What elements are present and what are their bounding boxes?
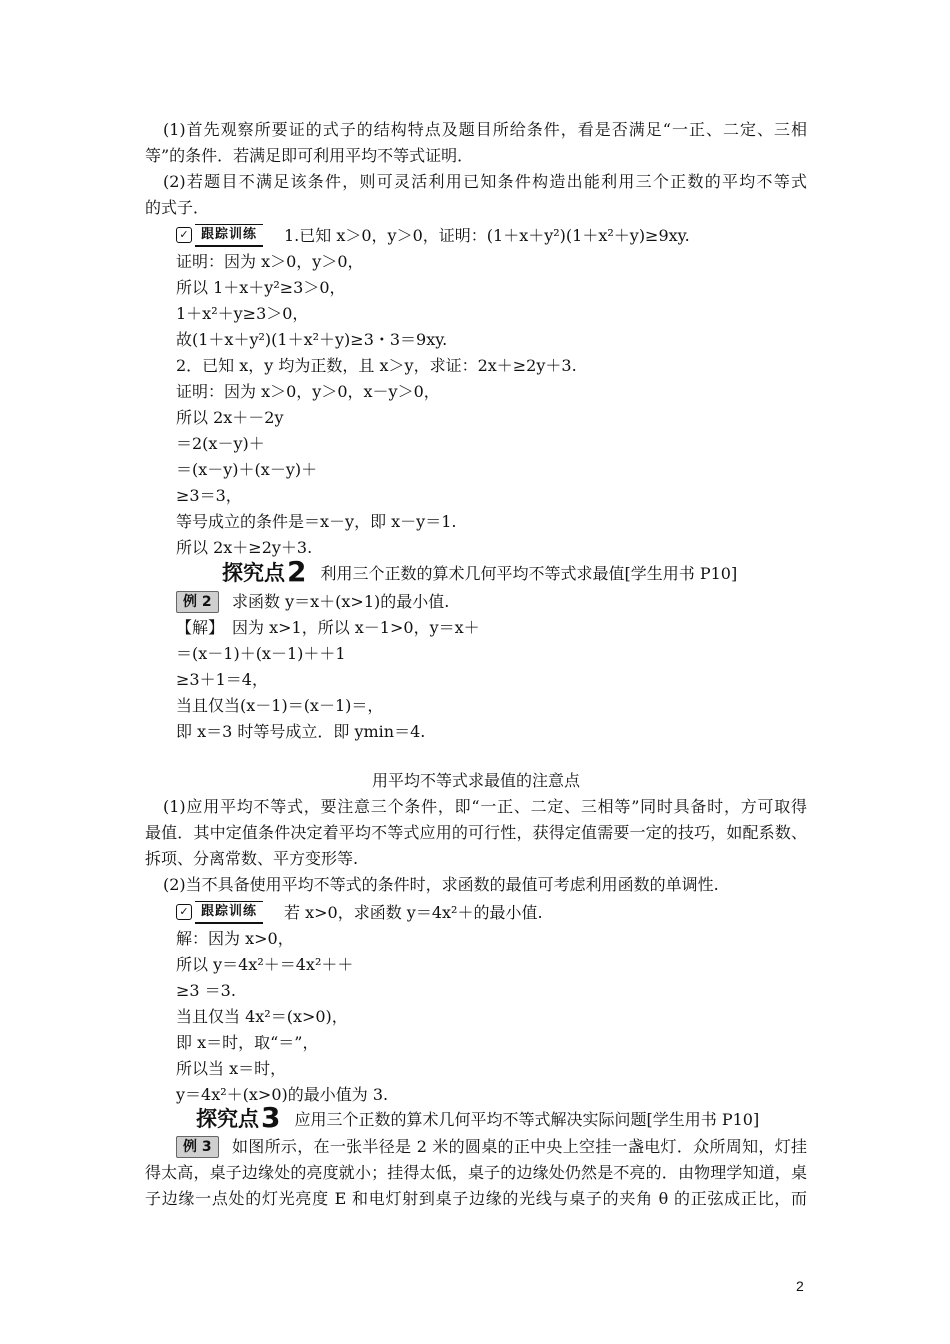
- training-1-proof-line: ＝2(x－y)＋: [176, 434, 265, 453]
- method-note-1-line-1: (1)首先观察所要证的式子的结构特点及题目所给条件，看是否满足“一正、二定、三相: [163, 120, 807, 139]
- example-2-solution-line: ≥3＋1＝4，: [176, 670, 268, 689]
- section-2-number: 2: [287, 555, 307, 588]
- training-2-solution-line: 当且仅当 4x²＝(x>0)，: [176, 1007, 348, 1026]
- example-2-solution-line: 当且仅当(x－1)＝(x－1)＝，: [176, 696, 384, 715]
- training-2-solution-line: 所以当 x＝时，: [176, 1059, 287, 1078]
- section-3-title: 应用三个正数的算术几何平均不等式解决实际问题[学生用书 P10]: [294, 1110, 760, 1129]
- example-2-badge: 例 2: [176, 591, 219, 613]
- training-2-solution-line: ≥3 ＝3.: [176, 981, 236, 1000]
- training-1-proof-line: 所以 2x＋－2y: [176, 408, 284, 427]
- training-1-proof-line: 证明：因为 x＞0，y＞0，x－y＞0，: [176, 382, 440, 401]
- training-1-question-1: 1.已知 x＞0，y＞0，证明：(1＋x＋y²)(1＋x²＋y)≥9xy.: [284, 226, 690, 245]
- training-1-proof-line: 所以 1＋x＋y²≥3＞0，: [176, 278, 346, 297]
- example-2-solution-line: 即 x＝3 时等号成立．即 ymin＝4.: [176, 722, 426, 741]
- example-3-line-3: 子边缘一点处的灯光亮度 E 和电灯射到桌子边缘的光线与桌子的夹角 θ 的正弦成正比，而: [145, 1189, 807, 1208]
- notes-title: 用平均不等式求最值的注意点: [371, 771, 580, 790]
- example-2-solution-line: ＝(x－1)＋(x－1)＋＋1: [176, 644, 346, 663]
- section-heading-2: [222, 556, 737, 586]
- training-1-proof-line: 故(1＋x＋y²)(1＋x²＋y)≥3・3＝9xy.: [176, 330, 448, 349]
- example-3-line-1: 如图所示，在一张半径是 2 米的圆桌的正中央上空挂一盏电灯．众所周知，灯挂: [232, 1137, 807, 1156]
- section-2-head: 探究点: [222, 561, 285, 585]
- training-2-solution-line: y＝4x²＋(x>0)的最小值为 3.: [176, 1085, 389, 1104]
- page-number: 2: [796, 1278, 804, 1294]
- section-2-title: 利用三个正数的算术几何平均不等式求最值[学生用书 P10]: [320, 564, 738, 583]
- training-1-question-2: 2．已知 x，y 均为正数，且 x＞y，求证：2x＋≥2y＋3.: [176, 356, 577, 375]
- method-note-1-line-4: 的式子．: [145, 198, 210, 217]
- example-2-solution-line: 【解】 因为 x>1，所以 x－1>0，y＝x＋: [176, 618, 480, 637]
- method-note-1-line-2: 等”的条件．若满足即可利用平均不等式证明．: [145, 146, 474, 165]
- training-2-solution-line: 所以 y＝4x²＋＝4x²＋＋: [176, 955, 354, 974]
- training-1-proof-line: ≥3＝3，: [176, 486, 242, 505]
- check-icon: ✓: [176, 227, 192, 243]
- section-3-head: 探究点: [196, 1107, 259, 1131]
- training-badge-label: 跟踪训练: [195, 901, 263, 924]
- check-icon: ✓: [176, 904, 192, 920]
- training-1-proof-line: 所以 2x＋≥2y＋3.: [176, 538, 313, 557]
- training-1-proof-line: 等号成立的条件是＝x－y，即 x－y＝1.: [176, 512, 457, 531]
- training-1-proof-line: ＝(x－y)＋(x－y)＋: [176, 460, 318, 479]
- training-badge: [176, 902, 263, 922]
- section-heading-3: [196, 1102, 759, 1132]
- method-note-2-line-4: (2)当不具备使用平均不等式的条件时，求函数的最值可考虑利用函数的单调性.: [163, 875, 719, 894]
- training-1-proof-line: 证明：因为 x＞0，y＞0，: [176, 252, 364, 271]
- example-3-line-2: 得太高，桌子边缘处的亮度就小；挂得太低，桌子的边缘处仍然是不亮的．由物理学知道，桌: [145, 1163, 807, 1182]
- training-2-solution-line: 即 x＝时，取“＝”，: [176, 1033, 319, 1052]
- method-note-2-line-2: 最值．其中定值条件决定着平均不等式应用的可行性，获得定值需要一定的技巧，如配系数、: [145, 823, 807, 842]
- method-note-1-line-3: (2)若题目不满足该条件，则可灵活利用已知条件构造出能利用三个正数的平均不等式: [163, 172, 807, 191]
- training-2-solution-line: 解：因为 x>0，: [176, 929, 294, 948]
- example-3-badge: 例 3: [176, 1136, 219, 1158]
- training-badge: [176, 225, 263, 245]
- training-2-question: 若 x>0，求函数 y＝4x²＋的最小值.: [284, 903, 543, 922]
- example-2-question: 求函数 y＝x＋(x>1)的最小值.: [232, 592, 450, 611]
- method-note-2-line-3: 拆项、分离常数、平方变形等.: [145, 849, 359, 868]
- section-3-number: 3: [261, 1101, 281, 1134]
- method-note-2-line-1: (1)应用平均不等式，要注意三个条件，即“一正、二定、三相等”同时具备时，方可取得: [163, 797, 807, 816]
- training-1-proof-line: 1＋x²＋y≥3＞0，: [176, 304, 309, 323]
- training-badge-label: 跟踪训练: [195, 224, 263, 247]
